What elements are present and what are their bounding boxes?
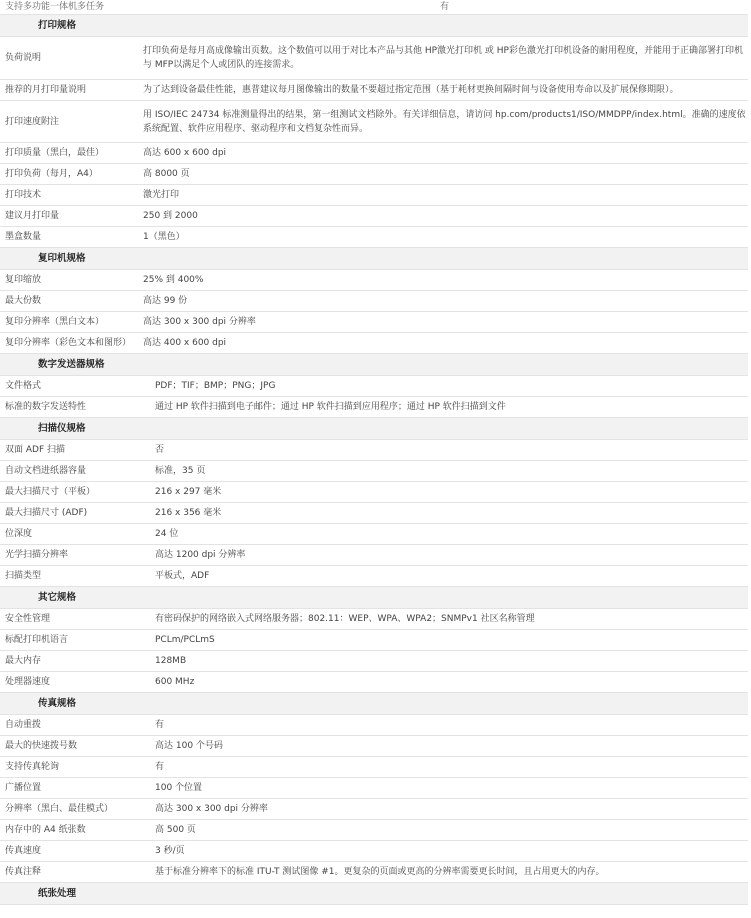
spec-row	[0, 80, 748, 101]
spec-value: 打印负荷是每月高成像输出页数。这个数值可以用于对比本产品与其他 HP激光打印机 或 HP彩色激光打印机设备的耐用程度，并能用于正确部署打印机与 MFP以满足个人或团队的连接需求。	[141, 37, 748, 80]
spec-row	[0, 651, 748, 672]
spec-key: 扫描类型	[0, 566, 141, 587]
spec-value: 3 秒/页	[141, 841, 748, 862]
spec-row	[0, 841, 748, 862]
spec-key: 传真注释	[0, 862, 141, 883]
section-title: 扫描仪规格	[0, 418, 748, 440]
spec-row	[0, 227, 748, 248]
spec-key: 标准的数字发送特性	[0, 397, 141, 418]
spec-key: 双面 ADF 扫描	[0, 440, 141, 461]
spec-row	[0, 143, 748, 164]
spec-row	[0, 799, 748, 820]
spec-row	[0, 164, 748, 185]
spec-row	[0, 440, 748, 461]
spec-key: 内存中的 A4 纸张数	[0, 820, 141, 841]
spec-value: 激光打印	[141, 185, 748, 206]
spec-value: 用 ISO/IEC 24734 标准测量得出的结果，第一组测试文档除外。有关详细信息，请访问 hp.com/products1/ISO/MMDPP/index.html。准确的速度依系统配置、软件应用程序、驱动程序和文档复杂性而异。	[141, 101, 748, 143]
spec-key: 传真速度	[0, 841, 141, 862]
spec-value: PCLm/PCLmS	[141, 630, 748, 651]
spec-row	[0, 503, 748, 524]
spec-value: 标准，35 页	[141, 461, 748, 482]
spec-value: 通过 HP 软件扫描到电子邮件；通过 HP 软件扫描到应用程序；通过 HP 软件扫描到文件	[141, 397, 748, 418]
spec-row	[0, 397, 748, 418]
spec-key: 处理器速度	[0, 672, 141, 693]
spec-key: 广播位置	[0, 778, 141, 799]
spec-row	[0, 820, 748, 841]
section-header	[0, 693, 748, 715]
spec-value: 600 MHz	[141, 672, 748, 693]
spec-key: 最大的快速拨号数	[0, 736, 141, 757]
section-header	[0, 883, 748, 905]
spec-row	[0, 101, 748, 143]
spec-key: 支持传真轮询	[0, 757, 141, 778]
spec-row	[0, 757, 748, 778]
spec-key: 分辨率（黑白、最佳模式）	[0, 799, 141, 820]
spec-key: 安全性管理	[0, 609, 141, 630]
section-header	[0, 587, 748, 609]
spec-value: 高达 400 x 600 dpi	[141, 333, 748, 354]
spec-value: 216 x 297 毫米	[141, 482, 748, 503]
spec-key: 墨盒数量	[0, 227, 141, 248]
spec-row	[0, 862, 748, 883]
spec-key: 标配打印机语言	[0, 630, 141, 651]
spec-row-top	[0, 0, 748, 15]
spec-row	[0, 778, 748, 799]
section-title: 打印规格	[0, 15, 748, 37]
spec-key: 位深度	[0, 524, 141, 545]
spec-value: 为了达到设备最佳性能，惠普建议每月图像输出的数量不要超过指定范围（基于耗材更换间隔时间与设备使用寿命以及扩展保修期限）。	[141, 80, 748, 101]
spec-key: 最大份数	[0, 291, 141, 312]
spec-row	[0, 545, 748, 566]
spec-value: 100 个位置	[141, 778, 748, 799]
section-title: 数字发送器规格	[0, 354, 748, 376]
spec-row	[0, 185, 748, 206]
spec-key: 支持多功能一体机多任务	[0, 0, 141, 15]
spec-key: 打印速度附注	[0, 101, 141, 143]
spec-value: 128MB	[141, 651, 748, 672]
spec-value: 高达 600 x 600 dpi	[141, 143, 748, 164]
spec-key: 负荷说明	[0, 37, 141, 80]
spec-value: 高达 99 份	[141, 291, 748, 312]
spec-key: 复印分辨率（彩色文本和图形）	[0, 333, 141, 354]
spec-key: 自动重拨	[0, 715, 141, 736]
spec-value: 250 到 2000	[141, 206, 748, 227]
spec-row	[0, 37, 748, 80]
spec-value: 高 8000 页	[141, 164, 748, 185]
spec-key: 最大扫描尺寸 (ADF)	[0, 503, 141, 524]
spec-value: 216 x 356 毫米	[141, 503, 748, 524]
section-header	[0, 248, 748, 270]
spec-value: 25% 到 400%	[141, 270, 748, 291]
section-title: 复印机规格	[0, 248, 748, 270]
spec-key: 推荐的月打印量说明	[0, 80, 141, 101]
section-header	[0, 15, 748, 37]
spec-value: 有	[141, 715, 748, 736]
spec-row	[0, 291, 748, 312]
spec-value: PDF；TIF；BMP；PNG；JPG	[141, 376, 748, 397]
section-title: 纸张处理	[0, 883, 748, 905]
spec-row	[0, 630, 748, 651]
spec-key: 最大内存	[0, 651, 141, 672]
spec-key: 打印质量（黑白，最佳）	[0, 143, 141, 164]
spec-value: 高达 100 个号码	[141, 736, 748, 757]
spec-value: 否	[141, 440, 748, 461]
spec-row	[0, 482, 748, 503]
spec-value: 24 位	[141, 524, 748, 545]
section-title: 其它规格	[0, 587, 748, 609]
spec-row	[0, 672, 748, 693]
spec-row	[0, 270, 748, 291]
spec-row	[0, 736, 748, 757]
spec-value: 高达 1200 dpi 分辨率	[141, 545, 748, 566]
spec-value: 有	[141, 0, 748, 15]
spec-row	[0, 206, 748, 227]
spec-key: 最大扫描尺寸（平板）	[0, 482, 141, 503]
spec-value: 有密码保护的网络嵌入式网络服务器；802.11：WEP、WPA、WPA2；SNMPv1 社区名称管理	[141, 609, 748, 630]
spec-row	[0, 461, 748, 482]
section-title: 传真规格	[0, 693, 748, 715]
spec-key: 文件格式	[0, 376, 141, 397]
spec-value: 高达 300 x 300 dpi 分辨率	[141, 312, 748, 333]
spec-row	[0, 524, 748, 545]
spec-row	[0, 609, 748, 630]
spec-value: 基于标准分辨率下的标准 ITU-T 测试图像 #1。更复杂的页面或更高的分辨率需要更长时间，且占用更大的内存。	[141, 862, 748, 883]
section-header	[0, 418, 748, 440]
spec-row	[0, 715, 748, 736]
spec-row	[0, 566, 748, 587]
spec-value: 高达 300 x 300 dpi 分辨率	[141, 799, 748, 820]
spec-key: 建议月打印量	[0, 206, 141, 227]
section-header	[0, 354, 748, 376]
spec-value: 有	[141, 757, 748, 778]
spec-key: 光学扫描分辨率	[0, 545, 141, 566]
spec-key: 复印缩放	[0, 270, 141, 291]
spec-value: 平板式，ADF	[141, 566, 748, 587]
spec-value: 1（黑色）	[141, 227, 748, 248]
spec-value: 高 500 页	[141, 820, 748, 841]
spec-row	[0, 312, 748, 333]
spec-key: 复印分辨率（黑白文本）	[0, 312, 141, 333]
spec-row	[0, 376, 748, 397]
spec-key: 自动文档进纸器容量	[0, 461, 141, 482]
spec-row	[0, 333, 748, 354]
spec-key: 打印技术	[0, 185, 141, 206]
spec-key: 打印负荷（每月，A4）	[0, 164, 141, 185]
